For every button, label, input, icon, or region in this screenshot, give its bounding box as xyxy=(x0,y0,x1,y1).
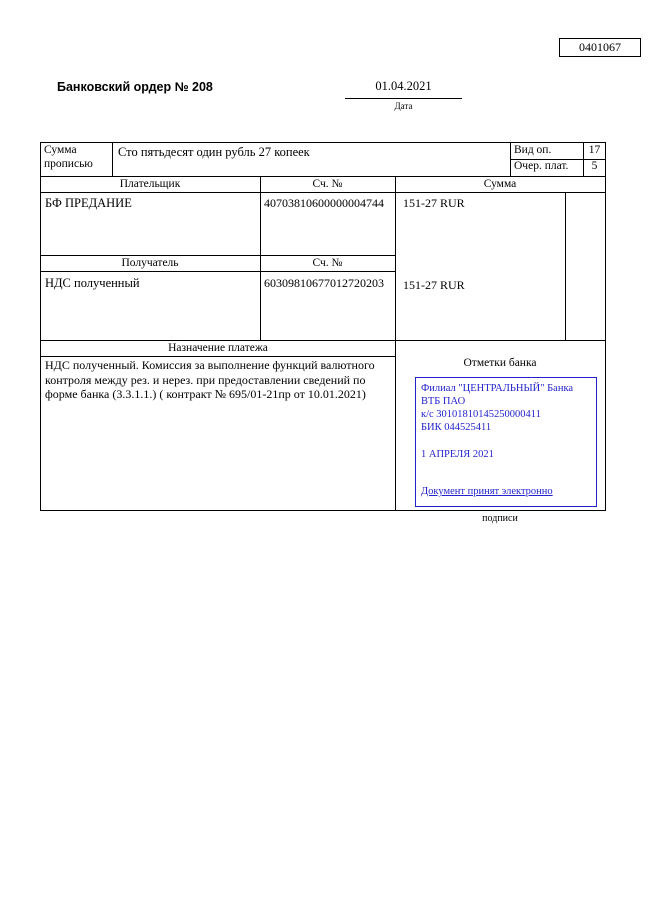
bank-stamp xyxy=(415,377,597,507)
signatures-label: подписи xyxy=(482,513,518,524)
payer-account: 40703810600000004744 xyxy=(264,196,384,210)
amount-words-label: Сумма прописью xyxy=(44,144,93,170)
operation-type-label: Вид оп. xyxy=(514,144,552,156)
payment-priority-label: Очер. плат. xyxy=(514,160,569,172)
column-header-amount: Сумма xyxy=(483,178,517,190)
form-code: 0401067 xyxy=(579,40,621,54)
bank-marks-header: Отметки банка xyxy=(463,357,537,369)
table-line xyxy=(40,192,606,193)
column-header-payee: Получатель xyxy=(121,257,179,269)
table-line xyxy=(510,142,511,176)
column-header-account: Сч. № xyxy=(312,178,343,190)
payee-amount: 151-27 RUR xyxy=(403,278,465,292)
column-header-payer: Плательщик xyxy=(119,178,181,190)
stamp-date: 1 АПРЕЛЯ 2021 xyxy=(421,449,494,460)
payee-name: НДС полученный xyxy=(45,276,140,290)
payee-account: 60309810677012720203 xyxy=(264,276,384,290)
payer-name: БФ ПРЕДАНИЕ xyxy=(45,196,132,210)
table-line xyxy=(605,142,606,510)
table-line xyxy=(40,271,396,272)
amount-words-value: Сто пятьдесят один рубль 27 копеек xyxy=(118,145,310,159)
stamp-corr-account: к/с 30101810145250000411 xyxy=(421,409,541,420)
table-line xyxy=(40,340,606,341)
stamp-status: Документ принят электронно xyxy=(421,486,553,497)
purpose-header: Назначение платежа xyxy=(168,342,268,354)
table-line xyxy=(40,356,396,357)
payer-amount: 151-27 RUR xyxy=(403,196,465,210)
document-title: Банковский ордер № 208 xyxy=(57,80,213,94)
table-line xyxy=(565,192,566,340)
table-line xyxy=(40,142,41,510)
stamp-bank-name-line1: Филиал "ЦЕНТРАЛЬНЫЙ" Банка xyxy=(421,383,574,394)
stamp-bik: БИК 044525411 xyxy=(421,422,492,433)
column-header-account2: Сч. № xyxy=(312,257,343,269)
payment-priority-value: 5 xyxy=(591,160,598,172)
stamp-bank-name-line2: ВТБ ПАО xyxy=(421,396,466,407)
table-line xyxy=(40,510,606,511)
table-line xyxy=(40,142,606,143)
table-line xyxy=(112,142,113,176)
table-line xyxy=(40,176,606,177)
form-code-box xyxy=(559,38,641,57)
operation-type-value: 17 xyxy=(588,144,601,156)
date-value: 01.04.2021 xyxy=(345,79,462,99)
table-line xyxy=(40,255,396,256)
date-label: Дата xyxy=(394,101,413,111)
purpose-text: НДС полученный. Комиссия за выполнение функций валютного контроля между рез. и нерез. при предоставлении сведений по форме банка (3.3.1.1.) ( контракт № 695/01-21пр от 10.01.2021) xyxy=(45,358,375,402)
